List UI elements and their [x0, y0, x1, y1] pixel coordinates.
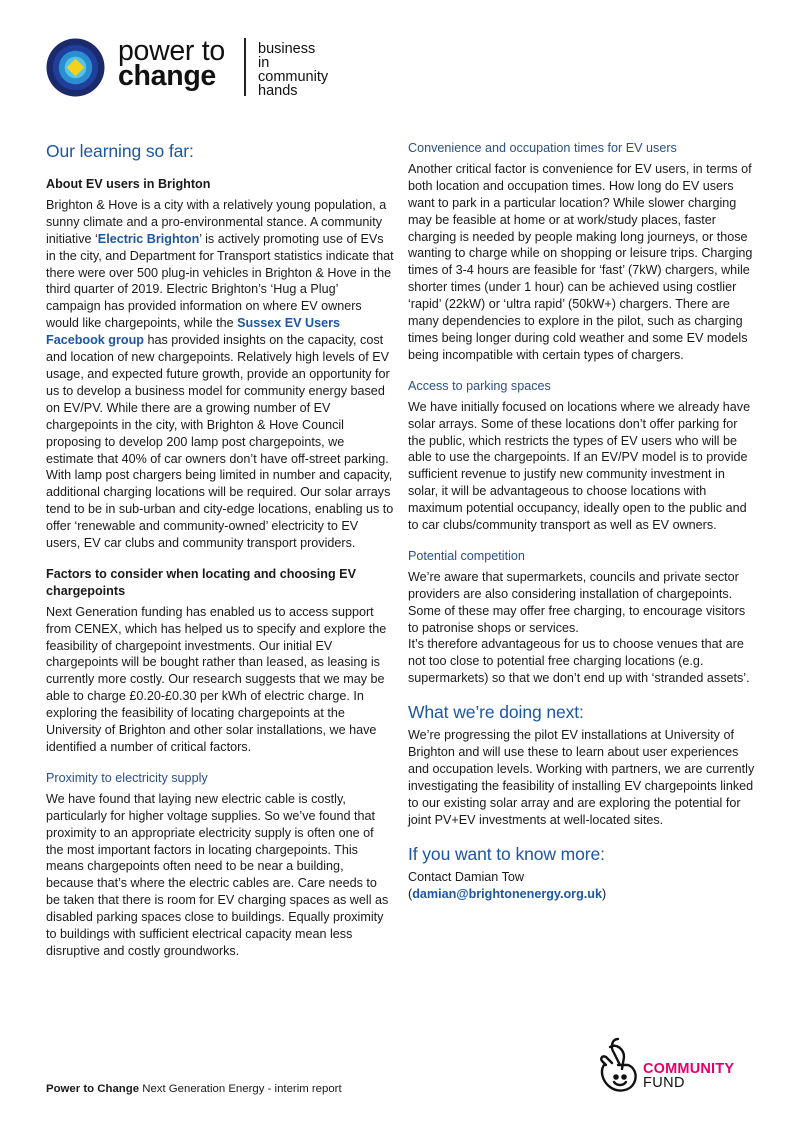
proximity-title: Proximity to electricity supply — [46, 770, 208, 785]
competition-title: Potential competition — [408, 548, 525, 563]
contact-paren-close: ) — [601, 886, 607, 901]
footer — [46, 1083, 342, 1095]
convenience-paragraph: Another critical factor is convenience for EV users, in terms of both location and occupation times. How long do EV users want to park in a particular location? While slower charging may be feasible at home or at work/study places, faster charging is needed by people making long journeys, or those wanting to charge while on shopping or leisure trips. Charging times of 3-4 hours are feasible for ‘fast’ (7kW) chargers, while shorter times (under 1 hour) can be achieved using costlier ‘rapid’ (22kW) or ‘ultra rapid’ (50kW+) chargers. There are many dependencies to explore in the pilot, such as charging times being longer during cold weather and some EV models being incompatible with certain types of chargers. — [408, 161, 753, 362]
funder-line-1: COMMUNITY — [643, 1061, 735, 1077]
tagline-line-1: business in — [258, 41, 316, 71]
competition-paragraph-1: We’re aware that supermarkets, councils and private sector providers are also considering installation of chargepoints. Some of these may offer free charging, to encourage visitors to patronise shops or services. — [408, 569, 746, 635]
contact-email-link[interactable]: damian@brightonenergy.org.uk — [412, 886, 602, 901]
know-more-heading: If you want to know more: — [408, 843, 605, 864]
tagline-line-3: hands — [258, 83, 298, 99]
next-steps-heading: What we’re doing next: — [408, 702, 584, 723]
contact-line: Contact Damian Tow — [408, 869, 524, 884]
about-ev-users-paragraph — [46, 197, 394, 552]
tagline — [258, 42, 328, 98]
about-text-1: Brighton & Hove is a city with a relatively young population, a sunny climate and a pro-environmental stance. A community initiative ‘ — [46, 197, 387, 246]
power-to-change-logo-icon — [46, 38, 105, 97]
convenience-title: Convenience and occupation times for EV users — [408, 141, 677, 155]
parking-paragraph: We have initially focused on locations where we already have solar arrays. Some of these locations don’t offer parking for the public, which restricts the types of EV users who will be able to use the chargepoints. If an EV/PV model is to provide sufficient revenue to justify new community investment in solar, it will be advantageous to choose locations with maximum potential occupancy, ideally open to the public and to car clubs/community transport as well as EV owners. — [408, 399, 751, 533]
funder-line-2: FUND — [643, 1075, 685, 1091]
right-column — [408, 140, 758, 902]
factors-title: Factors to consider when locating and choosing EV chargepoints — [46, 566, 356, 598]
header-divider — [244, 38, 246, 96]
community-fund-logo — [596, 1035, 766, 1097]
brand-wordmark — [118, 35, 236, 92]
about-text-3: has provided insights on the capacity, cost and location of new chargepoints. Relatively high levels of EV usage, and expected future growth, provide an opportunity for us to develop a business model for community energy based on EV/PV. While there are a growing number of EV chargepoints in the city, with Brighton & Hove Council proposing to develop 200 lamp post chargepoints, we estimate that 40% of car owners don’t have off-street parking. With lamp post chargers being limited in number and capacity, additional charging locations will be required. Our solar arrays tend to be in sub-urban and city-edge locations, enabling us to offer ‘renewable and community-owned’ electricity to EV users, EV car clubs and community transport providers. — [46, 333, 394, 551]
footer-report-title: Next Generation Energy - interim report — [139, 1083, 342, 1095]
contact-paren-open: ( — [408, 886, 413, 901]
next-steps-paragraph: We’re progressing the pilot EV installations at University of Brighton and will use these to learn about user experiences and occupation levels. Working with partners, we are currently investigating the feasibility of installing EV chargepoints linked to our existing solar array and are exploring the potential for joint PV+EV investments at well-located sites. — [408, 728, 755, 827]
factors-paragraph: Next Generation funding has enabled us to access support from CENEX, which has helped us to specify and explore the feasibility of chargepoint investments. Our initial EV chargepoints will be bought rather than leased, as leasing is currently more costly. Our research suggests that we may be able to charge £0.20-£0.30 per kWh of electric charge. In exploring the feasibility of locating chargepoints at the University of Brighton and other solar installations, we have identified a number of critical factors. — [46, 604, 387, 754]
about-text-2: ’ is actively promoting use of EVs in the city, and Department for Transport statistics indicate that there were over 500 plug-in vehicles in Brighton & Hove in the third quarter of 2019. Electric Brighton’s ‘Hug a Plug’ campaign has provided information on where EV owners would like chargepoints, while the — [46, 231, 394, 331]
brand-line-2: change — [118, 60, 216, 92]
left-column — [46, 140, 394, 960]
about-ev-users-title: About EV users in Brighton — [46, 177, 211, 191]
footer-org: Power to Change — [46, 1083, 140, 1095]
community-fund-wordmark — [643, 1062, 734, 1090]
brand-line-1: power to — [118, 35, 225, 67]
tagline-line-2: community — [258, 69, 329, 85]
contact-email-line — [408, 886, 758, 903]
learning-heading: Our learning so far: — [46, 141, 194, 161]
parking-title: Access to parking spaces — [408, 378, 551, 393]
electric-brighton-link[interactable]: Electric Brighton — [97, 231, 200, 246]
sussex-ev-users-facebook-link[interactable]: Sussex EV Users Facebook group — [46, 316, 341, 348]
proximity-paragraph: We have found that laying new electric cable is costly, particularly for higher voltage supplies. So we’ve found that proximity to an appropriate electricity supply is often one of the most important factors in locating chargepoints. This means chargepoints often need to be near a building, because that’s where the electric cables are. Care needs to be taken that there is room for EV charging spaces as well as disabled parking spaces close to buildings. Equally proximity to buildings with sufficient electrical capacity mean less disruptive and costly groundworks. — [46, 791, 389, 958]
crossed-fingers-icon — [596, 1035, 642, 1097]
competition-paragraph-2: It’s therefore advantageous for us to choose venues that are not too close to potential free charging locations (e.g. supermarkets) so that we don’t end up with ‘stranded assets’. — [408, 637, 750, 686]
